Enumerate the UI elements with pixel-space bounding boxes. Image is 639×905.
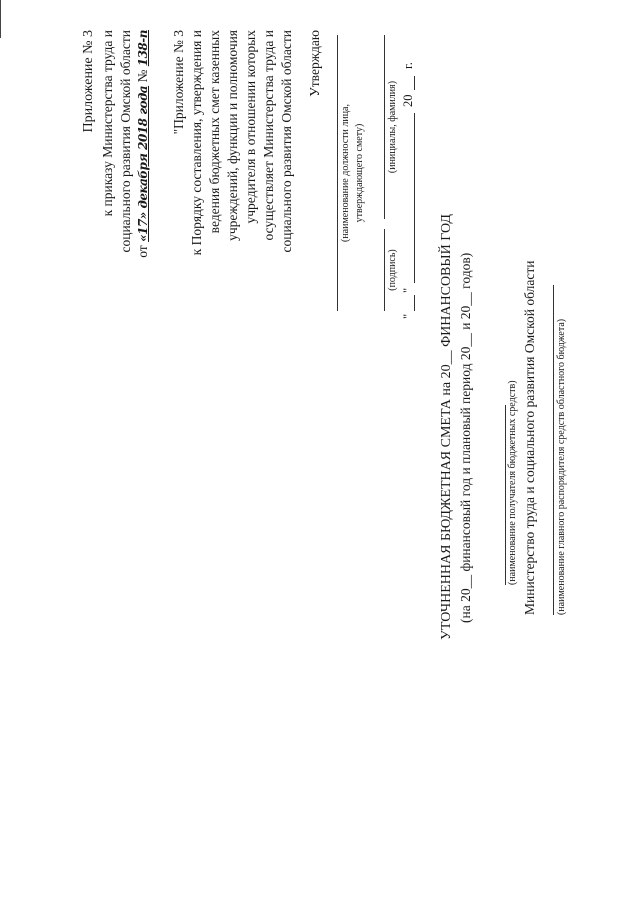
date-quote-close: "	[401, 287, 415, 293]
day-line	[414, 295, 415, 311]
approval-label: Утверждаю	[307, 30, 322, 97]
number-prefix: №	[135, 69, 150, 83]
position-caption-1: (наименование должности лица,	[340, 104, 351, 243]
initials-line	[384, 35, 385, 219]
document-title: УТОЧНЕННАЯ БЮДЖЕТНАЯ СМЕТА на 20__ ФИНАНСОВЫЙ ГОД	[439, 214, 454, 640]
recipient-caption: (наименование получателя бюджетных средств)	[507, 380, 518, 585]
month-line	[414, 113, 415, 283]
date-year: 20	[401, 94, 415, 107]
procedure-line-5: осуществляет Министерства труда и	[261, 30, 276, 241]
ministry-name: Министерство труда и социального развития Омской области	[522, 260, 537, 615]
procedure-line-6: социального развития Омской области	[279, 30, 294, 253]
procedure-line-2: ведения бюджетных смет казенных	[207, 30, 222, 234]
order-appendix-line1: к приказу Министерства труда и	[100, 30, 115, 217]
ministry-caption: (наименование главного распорядителя средств областного бюджета)	[556, 318, 567, 615]
order-appendix-line2: социального развития Омской области	[118, 30, 133, 253]
recipient-line	[505, 405, 506, 585]
procedure-line-4: учредителя в отношении которых	[243, 30, 258, 224]
date-suffix: г.	[401, 62, 415, 69]
order-appendix-title: Приложение № 3	[81, 30, 96, 133]
date-prefix: от	[135, 245, 150, 258]
position-line	[337, 35, 338, 311]
year-line	[414, 76, 415, 90]
handwritten-date: «17» декабря 2018 года	[136, 85, 150, 242]
date-quote-open: "	[401, 313, 415, 319]
signature-caption: (подпись)	[387, 249, 398, 291]
position-caption-2: утверждающего смету)	[354, 123, 365, 223]
order-appendix-date-line	[134, 30, 152, 258]
initials-caption: (инициалы, фамилия)	[387, 80, 398, 174]
document-subtitle: (на 20__ финансовый год и плановый период 20__ и 20__ годов)	[458, 252, 473, 623]
procedure-appendix-title: "Приложение № 3	[171, 30, 186, 135]
procedure-line-1: к Порядку составления, утверждения и	[189, 30, 204, 256]
signature-line	[384, 229, 385, 311]
ministry-line	[553, 285, 554, 615]
procedure-line-3: учреждений, функции и полномочия	[225, 30, 240, 241]
handwritten-number: 138-п	[136, 30, 150, 67]
